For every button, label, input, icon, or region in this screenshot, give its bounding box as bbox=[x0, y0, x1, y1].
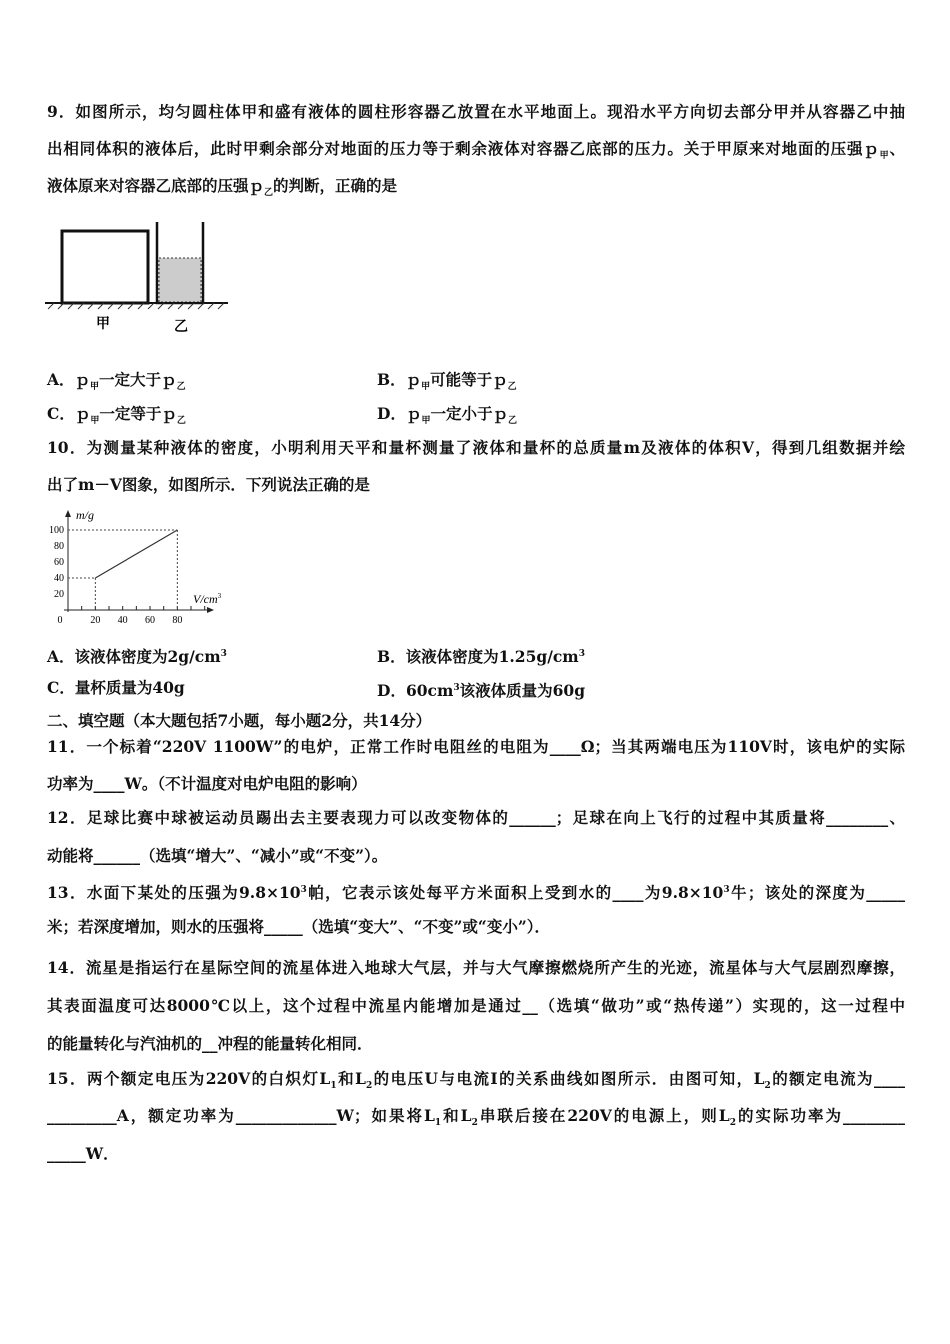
liquid bbox=[159, 258, 201, 302]
q11-line1: 11．一个标着“220V 1100W”的电炉，正常工作时电阻丝的电阻为____Ω；当其两端电压为110V时，该电炉的实际 bbox=[47, 737, 905, 756]
y-tick-label: 80 bbox=[54, 541, 64, 552]
q14-line1: 14．流星是指运行在星际空间的流星体进入地球大气层，并与大气摩擦燃烧所产生的光迹，流星体与大气层剧烈摩擦， bbox=[47, 958, 905, 977]
q9-option-b[interactable]: B．ｐ$_甲$可能等于ｐ$_乙$ bbox=[377, 370, 517, 393]
x-tick-label: 60 bbox=[145, 615, 156, 626]
q10-option-b[interactable]: B．该液体密度为$1.25g/cm^3$ bbox=[377, 647, 585, 667]
y-arrow bbox=[65, 510, 71, 517]
q9-option-c[interactable]: C．ｐ$_甲$一定等于ｐ$_乙$ bbox=[47, 404, 186, 427]
q14-line2: 其表面温度可达8000℃以上，这个过程中流星内能增加是通过__（选填“做功”或“热传递”）实现的，这一过程中 bbox=[47, 996, 905, 1015]
label-jia: 甲 bbox=[96, 316, 110, 332]
q9-option-a[interactable]: A．ｐ$_甲$一定大于ｐ$_乙$ bbox=[47, 370, 186, 393]
y-tick-label: 60 bbox=[54, 557, 64, 568]
y-tick-label: 40 bbox=[54, 573, 64, 584]
data-line bbox=[95, 530, 177, 578]
q9-line1: 9．如图所示，均匀圆柱体甲和盛有液体的圆柱形容器乙放置在水平地面上。现沿水平方向切去部分甲并从容器乙中抽 bbox=[47, 102, 905, 121]
q12-line1: 12．足球比赛中球被运动员踢出去主要表现力可以改变物体的______；足球在向上飞行的过程中其质量将________、 bbox=[47, 808, 905, 827]
x-tick-label: 80 bbox=[172, 615, 183, 626]
label-yi: 乙 bbox=[174, 319, 188, 335]
q15-line1: 15．两个额定电压为220V的白炽灯$L_1$和$L_2$的电压U与电流I的关系曲线如图所示．由图可知，$L_2$的额定电流为____ bbox=[47, 1069, 905, 1092]
x-arrow bbox=[207, 607, 214, 613]
cylinder-jia bbox=[62, 231, 148, 303]
q9-line2: 出相同体积的液体后，此时甲剩余部分对地面的压力等于剩余液体对容器乙底部的压力。关于甲原来对地面的压强ｐ$_甲$、 bbox=[47, 139, 905, 162]
q10-line2: 出了m－V图象，如图所示．下列说法正确的是 bbox=[47, 475, 370, 494]
y-tick-label: 100 bbox=[49, 525, 64, 536]
y-axis-label: m/g bbox=[76, 508, 94, 522]
section-heading: 二、填空题（本大题包括7小题，每小题2分，共14分） bbox=[47, 711, 432, 730]
q10-option-d[interactable]: D．$60cm^3$该液体质量为60g bbox=[377, 681, 586, 701]
q10-option-c[interactable]: C．量杯质量为40g bbox=[47, 678, 185, 697]
q10-line1: 10．为测量某种液体的密度，小明利用天平和量杯测量了液体和量杯的总质量m及液体的体积V，得到几组数据并绘 bbox=[47, 438, 905, 457]
q9-option-d[interactable]: D．ｐ$_甲$一定小于ｐ$_乙$ bbox=[377, 404, 517, 427]
x-axis-label: $V/cm^3$ bbox=[193, 592, 222, 606]
q13-line1: 13．水面下某处的压强为$9.8\times 10^3$帕，它表示该处每平方米面积上受到水的____为$9.8\times 10^3$牛；该处的深度为_____ bbox=[47, 883, 905, 903]
q11-line2: 功率为____W。（不计温度对电炉电阻的影响） bbox=[47, 774, 367, 793]
q13-line2: 米；若深度增加，则水的压强将_____（选填“变大”、“不变”或“变小”）． bbox=[47, 917, 550, 936]
x-tick-label: 0 bbox=[57, 615, 63, 626]
x-tick-label: 20 bbox=[90, 615, 101, 626]
y-tick-label: 20 bbox=[54, 589, 64, 600]
x-tick-label: 40 bbox=[117, 615, 128, 626]
q15-line3: _____W． bbox=[47, 1144, 119, 1163]
q15-line2: _________A，额定功率为_____________W；如果将$L_1$和$L_2$串联后接在220V的电源上，则$L_2$的实际功率为________ bbox=[47, 1106, 905, 1129]
q10-option-a[interactable]: A．该液体密度为$2g/cm^3$ bbox=[47, 647, 227, 667]
q12-line2: 动能将______（选填“增大”、“减小”或“不变”）。 bbox=[47, 846, 388, 865]
q14-line3: 的能量转化与汽油机的__冲程的能量转化相同． bbox=[47, 1034, 373, 1053]
q9-line3: 液体原来对容器乙底部的压强ｐ$_乙$的判断，正确的是 bbox=[47, 176, 398, 199]
